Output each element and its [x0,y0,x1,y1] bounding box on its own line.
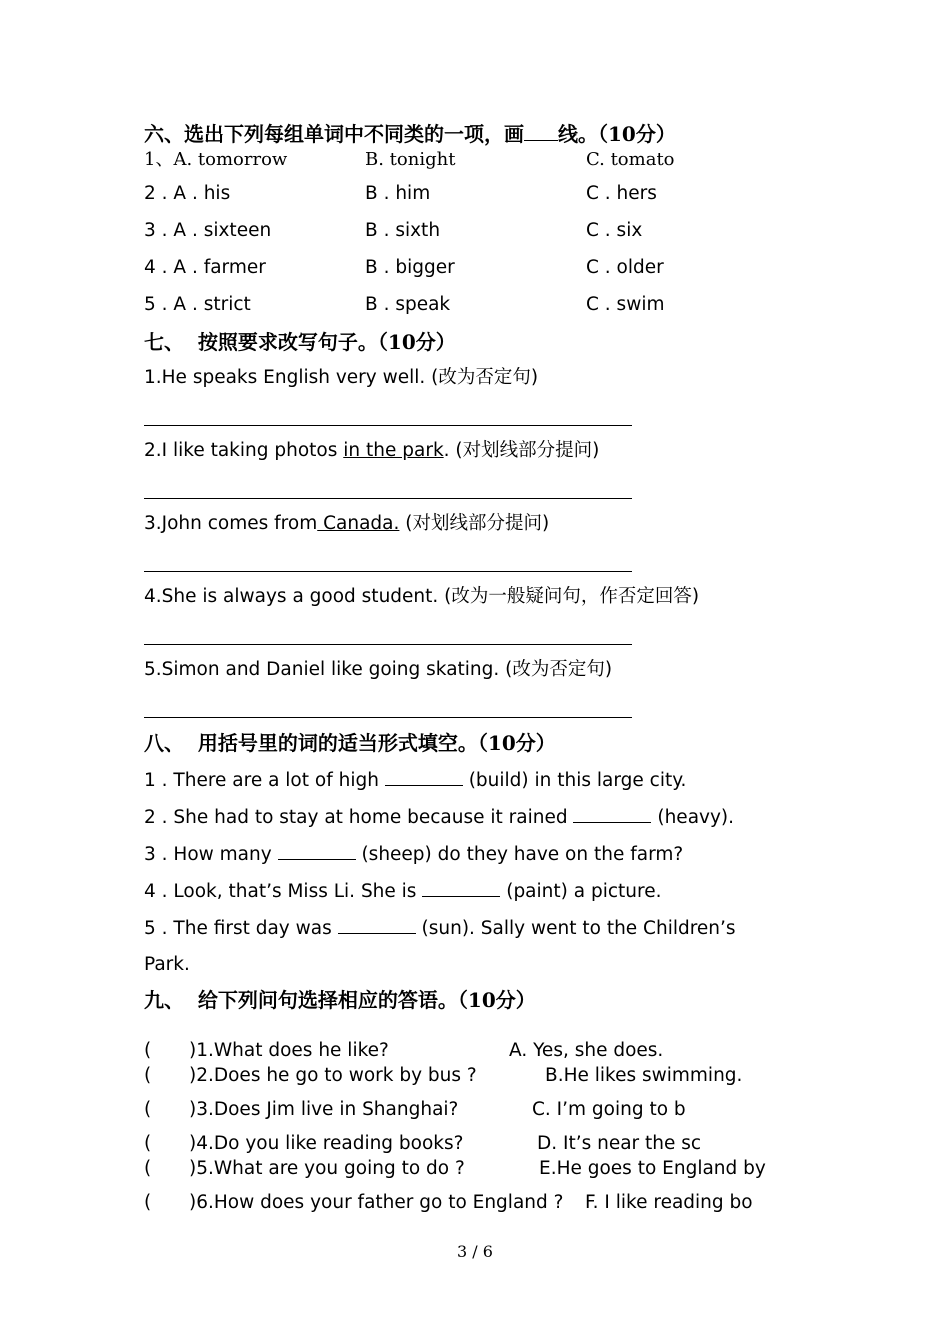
s8-q2-post: (heavy). [651,807,735,828]
s9-row3-answer: C. I’m going to b [532,1099,686,1120]
s6-row5-b: B . speak [365,294,451,315]
s7-q3-text: 3.John comes from [144,513,318,534]
s8-question-2 [144,804,734,830]
s8-q1-pre: 1 . There are a lot of high [144,770,385,791]
s9-row2-paren[interactable]: ( [144,1065,152,1086]
section6-title [144,120,676,146]
s9-row1-answer: A. Yes, she does. [509,1040,664,1061]
s6-row3-c: C . six [586,220,643,241]
s9-row1-question: )1.What does he like? [189,1040,389,1061]
s7-question-2 [144,439,599,463]
s8-q4-post: (paint) a picture. [500,881,662,902]
s7-answer-line-1[interactable] [144,425,632,426]
s7-question-4: 4.She is always a good student. (改为一般疑问句，作否定回答) [144,586,700,607]
s6-row4-a: 4 . A . farmer [144,257,266,278]
s8-q2-blank[interactable] [573,804,651,823]
s6-row5-c: C . swim [586,294,665,315]
underline-blank [524,120,558,141]
s6-row5-a: 5 . A . strict [144,294,251,315]
s8-q1-post: (build) in this large city. [462,770,687,791]
s9-row5-paren[interactable]: ( [144,1158,152,1179]
s9-row5-answer: E.He goes to England by [539,1158,766,1179]
s7-answer-line-4[interactable] [144,644,632,645]
s6-row3-b: B . sixth [365,220,441,241]
s7-question-3 [144,512,549,536]
s8-q2-pre: 2 . She had to stay at home because it rained [144,807,574,828]
s7-q3-instruction: (对划线部分提问) [399,513,550,534]
s7-q3-underlined: Canada. [317,513,400,534]
s8-question-3 [144,841,683,867]
section7-title: 七、 按照要求改写句子。（10分） [144,330,456,354]
s7-q2-text: 2.I like taking photos [144,440,344,461]
s7-answer-line-3[interactable] [144,571,632,572]
s6-row1-c: C. tomato [586,149,675,170]
s6-row1-a: 1、A. tomorrow [144,149,288,170]
s8-question-4 [144,878,661,904]
s7-answer-line-5[interactable] [144,717,632,718]
s6-row2-c: C . hers [586,183,657,204]
s9-row2-question: )2.Does he go to work by bus ? [189,1065,477,1086]
s7-q2-instruction: . (对划线部分提问) [443,440,600,461]
s7-question-1: 1.He speaks English very well. (改为否定句) [144,367,539,388]
s8-q4-pre: 4 . Look, that’s Miss Li. She is [144,881,423,902]
s6-row4-b: B . bigger [365,257,455,278]
s6-row2-b: B . him [365,183,431,204]
s9-row2-answer: B.He likes swimming. [545,1065,743,1086]
s8-q4-blank[interactable] [422,878,500,897]
s6-row2-a: 2 . A . his [144,183,231,204]
section6-title-part1: 六、选出下列每组单词中不同类的一项，画 [144,122,524,146]
s9-row3-paren[interactable]: ( [144,1099,152,1120]
s8-q5-pre: 5 . The first day was [144,918,338,939]
s8-question-5 [144,915,736,941]
s8-q5-post: (sun). Sally went to the Children’s [415,918,736,939]
section9-title: 九、 给下列问句选择相应的答语。（10分） [144,988,536,1012]
s9-row1-paren[interactable]: ( [144,1040,152,1061]
s6-row3-a: 3 . A . sixteen [144,220,272,241]
s8-q3-post: (sheep) do they have on the farm? [355,844,684,865]
s9-row6-question: )6.How does your father go to England ? [189,1192,564,1213]
s6-row1-b: B. tonight [365,149,456,170]
s9-row6-answer: F. I like reading bo [585,1192,753,1213]
s9-row4-question: )4.Do you like reading books? [189,1133,464,1154]
s8-q3-pre: 3 . How many [144,844,278,865]
section8-title: 八、 用括号里的词的适当形式填空。（10分） [144,731,556,755]
s9-row4-paren[interactable]: ( [144,1133,152,1154]
s9-row3-question: )3.Does Jim live in Shanghai? [189,1099,459,1120]
s9-row5-question: )5.What are you going to do ? [189,1158,465,1179]
s8-question-5-continued: Park. [144,954,190,975]
s8-q1-blank[interactable] [385,767,463,786]
s8-q3-blank[interactable] [278,841,356,860]
s6-row4-c: C . older [586,257,664,278]
s7-question-5: 5.Simon and Daniel like going skating. (改为否定句) [144,659,613,680]
s9-row4-answer: D. It’s near the sc [537,1133,702,1154]
s9-row6-paren[interactable]: ( [144,1192,152,1213]
s7-answer-line-2[interactable] [144,498,632,499]
section6-title-part2: 线。（10分） [558,122,676,146]
s7-q2-underlined: in the park [343,440,444,461]
s8-question-1 [144,767,686,793]
page-number: 3 / 6 [457,1242,493,1261]
s8-q5-blank[interactable] [338,915,416,934]
